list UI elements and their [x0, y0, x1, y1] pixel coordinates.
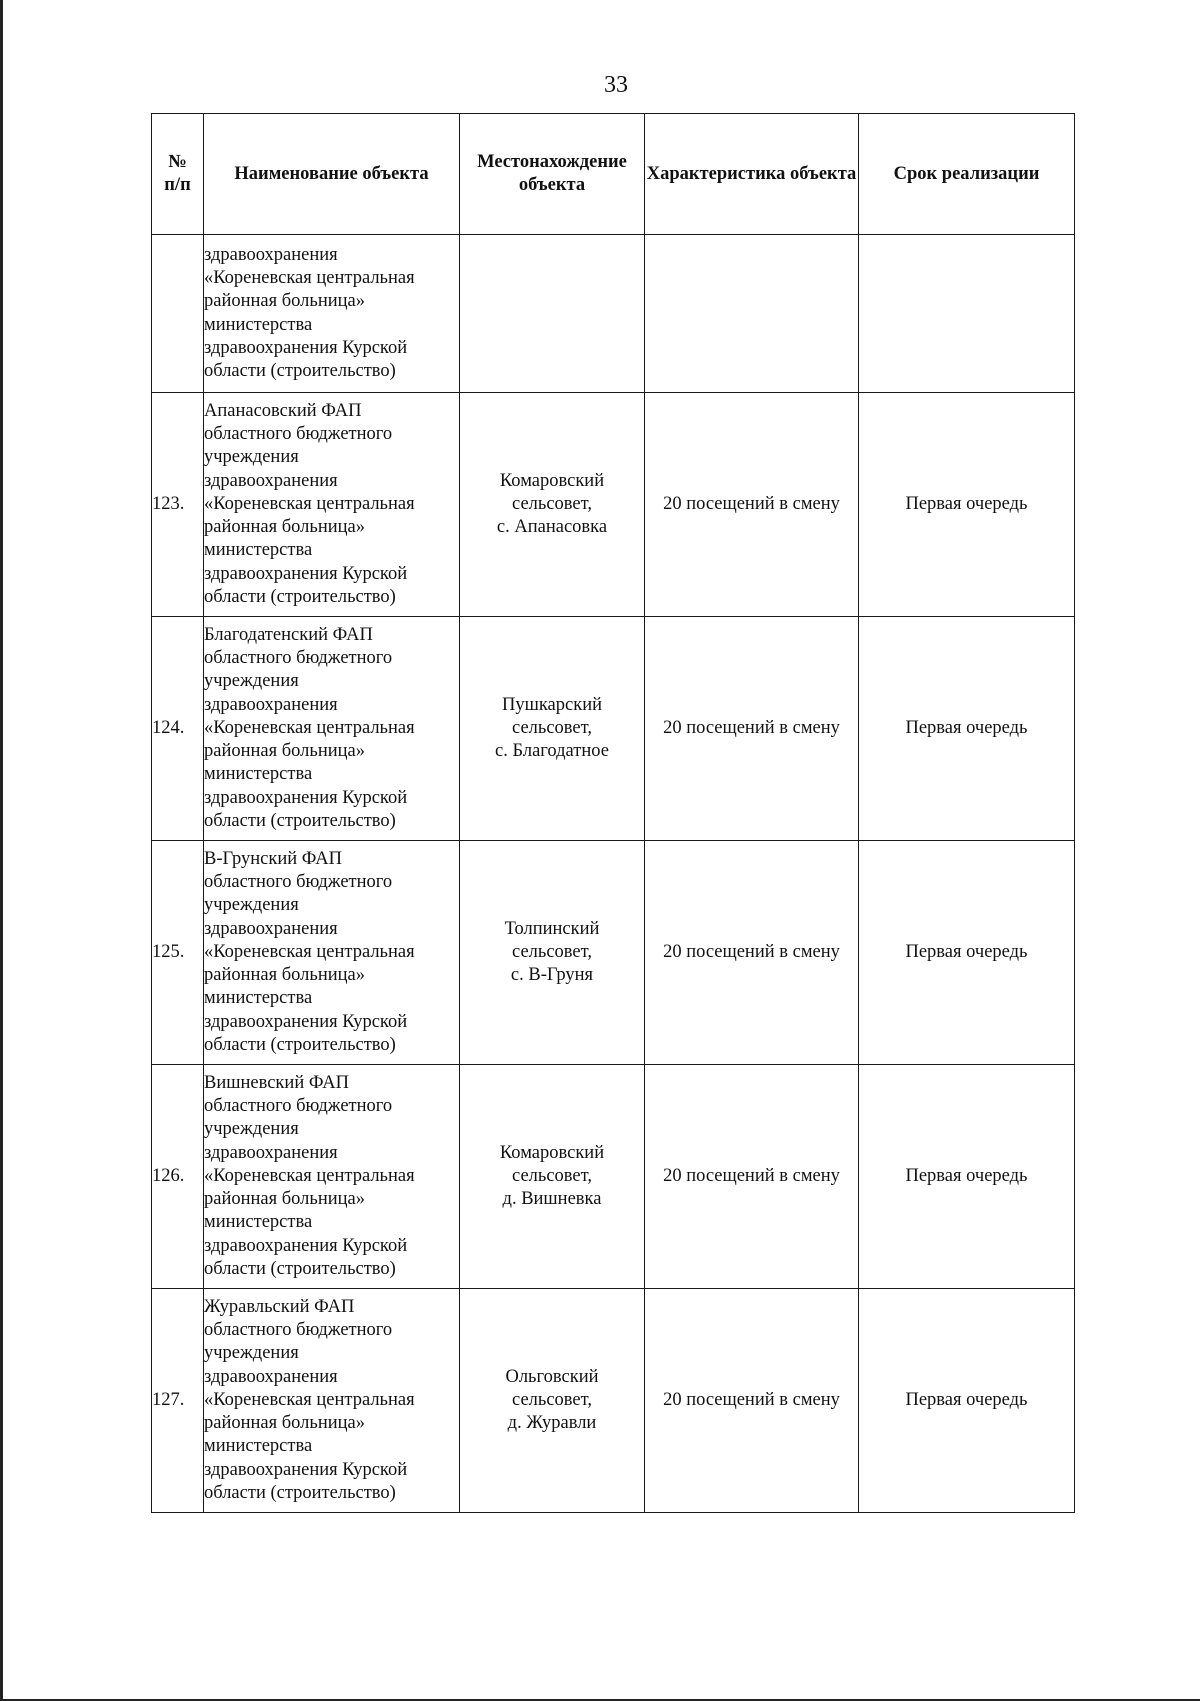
cell-num: 127. — [152, 1289, 204, 1513]
cell-term: Первая очередь — [859, 1289, 1075, 1513]
cell-name: В-Грунский ФАП областного бюджетного учреждения здравоохранения «Кореневская центральная районная больница» министерства здравоохранения Курской области (строительство) — [204, 841, 460, 1065]
cell-name: Журавльский ФАП областного бюджетного учреждения здравоохранения «Кореневская центральная районная больница» министерства здравоохранения Курской области (строительство) — [204, 1289, 460, 1513]
cell-characteristic: 20 посещений в смену — [645, 393, 859, 617]
cell-term: Первая очередь — [859, 393, 1075, 617]
cell-location: Комаровский сельсовет, с. Апанасовка — [460, 393, 645, 617]
scan-left-edge — [0, 0, 3, 1701]
header-characteristic: Характеристика объекта — [645, 114, 859, 235]
cell-location: Ольговский сельсовет, д. Журавли — [460, 1289, 645, 1513]
table-row — [152, 841, 1075, 1065]
header-term: Срок реализации — [859, 114, 1075, 235]
cell-num: 123. — [152, 393, 204, 617]
cell-characteristic — [645, 235, 859, 393]
header-name: Наименование объекта — [204, 114, 460, 235]
cell-location: Пушкарский сельсовет, с. Благодатное — [460, 617, 645, 841]
cell-term: Первая очередь — [859, 841, 1075, 1065]
page-number: 33 — [604, 72, 628, 98]
cell-name: здравоохранения «Кореневская центральная районная больница» министерства здравоохранения Курской области (строительство) — [204, 235, 460, 393]
table-row — [152, 617, 1075, 841]
header-location: Местонахождение объекта — [460, 114, 645, 235]
cell-location: Комаровский сельсовет, д. Вишневка — [460, 1065, 645, 1289]
cell-name: Вишневский ФАП областного бюджетного учреждения здравоохранения «Кореневская центральная районная больница» министерства здравоохранения Курской области (строительство) — [204, 1065, 460, 1289]
cell-characteristic: 20 посещений в смену — [645, 1289, 859, 1513]
cell-num: 124. — [152, 617, 204, 841]
cell-location — [460, 235, 645, 393]
table-row-continuation — [152, 235, 1075, 393]
cell-term: Первая очередь — [859, 1065, 1075, 1289]
table-row — [152, 1065, 1075, 1289]
cell-term — [859, 235, 1075, 393]
header-num: № п/п — [152, 114, 204, 235]
cell-num: 126. — [152, 1065, 204, 1289]
cell-location: Толпинский сельсовет, с. В-Груня — [460, 841, 645, 1065]
cell-name: Апанасовский ФАП областного бюджетного учреждения здравоохранения «Кореневская центральная районная больница» министерства здравоохранения Курской области (строительство) — [204, 393, 460, 617]
table-header-row — [152, 114, 1075, 235]
cell-num: 125. — [152, 841, 204, 1065]
cell-name: Благодатенский ФАП областного бюджетного учреждения здравоохранения «Кореневская центральная районная больница» министерства здравоохранения Курской области (строительство) — [204, 617, 460, 841]
cell-term: Первая очередь — [859, 617, 1075, 841]
objects-table — [151, 113, 1075, 1513]
table-row — [152, 393, 1075, 617]
cell-characteristic: 20 посещений в смену — [645, 1065, 859, 1289]
table-row — [152, 1289, 1075, 1513]
cell-characteristic: 20 посещений в смену — [645, 841, 859, 1065]
cell-characteristic: 20 посещений в смену — [645, 617, 859, 841]
cell-num — [152, 235, 204, 393]
